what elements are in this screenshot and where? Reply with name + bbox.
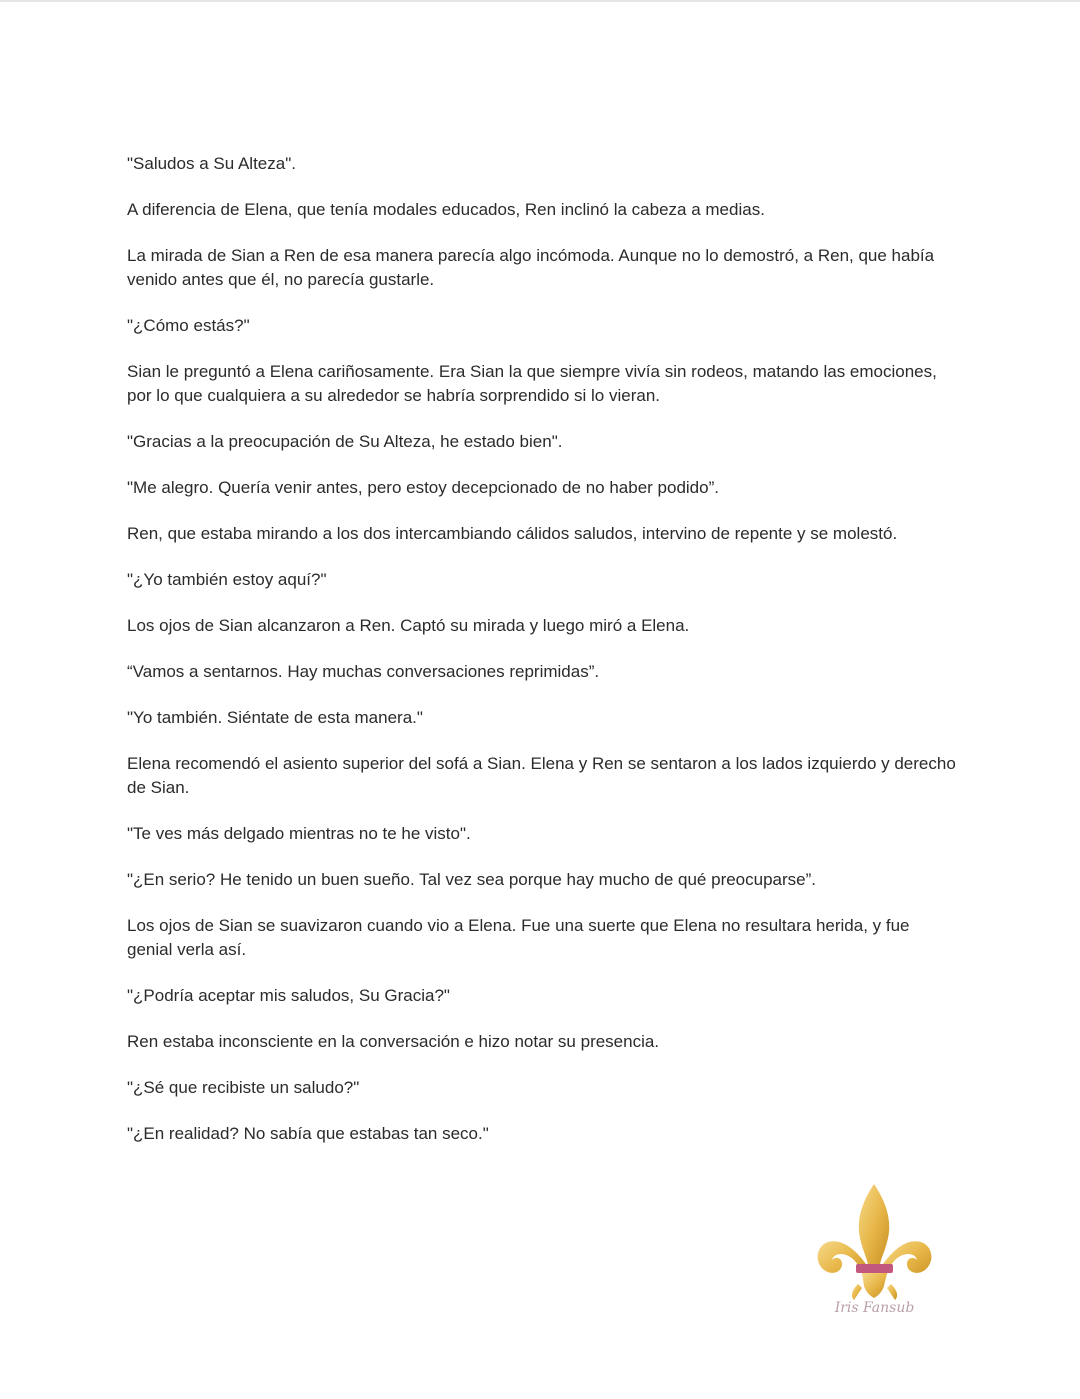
paragraph: Ren, que estaba mirando a los dos intercambiando cálidos saludos, intervino de repente y se molestó. <box>127 524 898 543</box>
paragraph: "Yo también. Siéntate de esta manera." <box>127 708 423 727</box>
logo-band <box>856 1264 893 1273</box>
document-body <box>127 152 957 1168</box>
paragraph: Ren estaba inconsciente en la conversación e hizo notar su presencia. <box>127 1032 660 1051</box>
paragraph: A diferencia de Elena, que tenía modales educados, Ren inclinó la cabeza a medias. <box>127 200 765 219</box>
paragraph: "¿Podría aceptar mis saludos, Su Gracia?" <box>127 986 450 1005</box>
paragraph: Sian le preguntó a Elena cariñosamente. Era Sian la que siempre vivía sin rodeos, matando las emociones, por lo que cualquiera a su alrededor se habría sorprendido si lo vieran. <box>127 362 937 405</box>
paragraph: "Saludos a Su Alteza". <box>127 154 296 173</box>
paragraph: "¿Yo también estoy aquí?" <box>127 570 327 589</box>
paragraph: "¿En serio? He tenido un buen sueño. Tal vez sea porque hay mucho de qué preocuparse”. <box>127 870 816 889</box>
page-top-border <box>0 0 1080 2</box>
paragraph: “Vamos a sentarnos. Hay muchas conversaciones reprimidas”. <box>127 662 600 681</box>
paragraph: Los ojos de Sian se suavizaron cuando vio a Elena. Fue una suerte que Elena no resultara herida, y fue genial verla así. <box>127 916 910 959</box>
paragraph: Elena recomendó el asiento superior del sofá a Sian. Elena y Ren se sentaron a los lados izquierdo y derecho de Sian. <box>127 754 956 797</box>
watermark-text: Iris Fansub <box>834 1300 915 1316</box>
paragraph: "¿En realidad? No sabía que estabas tan seco." <box>127 1124 489 1143</box>
paragraph: "Te ves más delgado mientras no te he visto". <box>127 824 471 843</box>
paragraph: "¿Cómo estás?" <box>127 316 250 335</box>
paragraph: Los ojos de Sian alcanzaron a Ren. Captó su mirada y luego miró a Elena. <box>127 616 690 635</box>
paragraph: "Me alegro. Quería venir antes, pero estoy decepcionado de no haber podido”. <box>127 478 719 497</box>
paragraph: La mirada de Sian a Ren de esa manera parecía algo incómoda. Aunque no lo demostró, a Ren, que había venido antes que él, no parecía gustarle. <box>127 246 935 289</box>
paragraph: "Gracias a la preocupación de Su Alteza, he estado bien". <box>127 432 563 451</box>
paragraph: "¿Sé que recibiste un saludo?" <box>127 1078 360 1097</box>
